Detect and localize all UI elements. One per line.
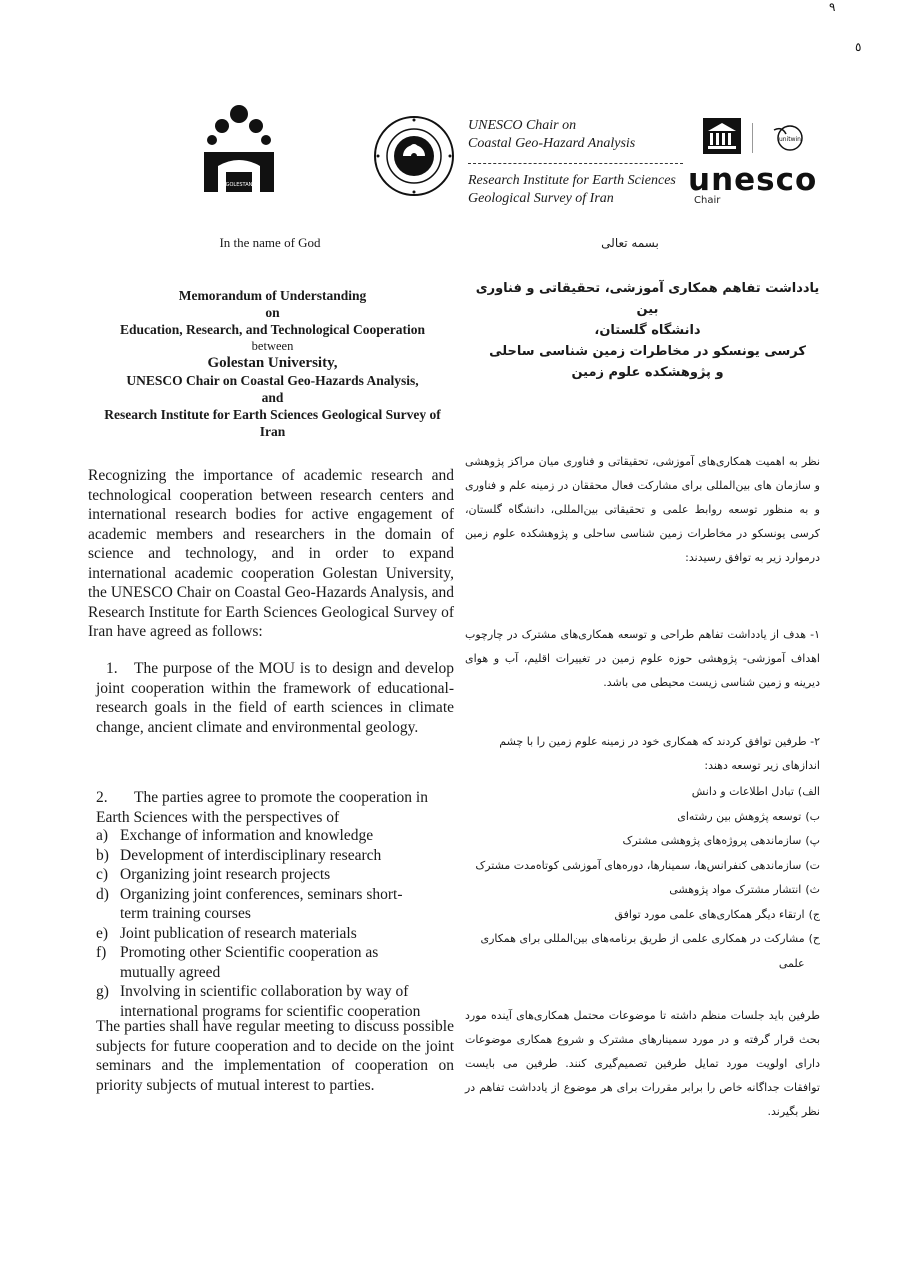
list-item [96,826,456,846]
persian-closing-paragraph: طرفین باید جلسات منظم داشته تا موضوعات محتمل همکاری‌های آینده مورد بحث قرار گرفته و در مورد سمینارهای مشترک و شروع همکاری موضوعات دارای اولویت مورد تمایل طرفین تصمیم‌گیری کنند. طرفین می بایست توافقات جداگانه خاص را برابر مقررات برای هر موضوع از یادداشت تفاهم در نظر بگیرند. [465,1009,820,1118]
list-item [96,865,456,885]
persian-title-line-1: یادداشت تفاهم همکاری آموزشی، تحقیقاتی و فناوری [475,281,820,296]
list-letter: الف) [797,785,820,798]
persian-intro-paragraph: نظر به اهمیت همکاری‌های آموزشی، تحقیقاتی و فناوری میان مراکز پژوهشی و سازمان های بین‌المللی برای مشارکت فعال محققان در زمینه علم و فناوری و به منظور توسعه روابط علمی و تحقیقاتی بین‌المللی، دانشگاه گلستان، کرسی یونسکو در مخاطرات زمین شناسی ساحلی و پژوهشکده علوم زمین درموارد زیر به توافق رسیدند: [465,455,820,564]
list-letter: e) [96,924,109,942]
english-intro-paragraph: Recognizing the importance of academic research and technological cooperation between research centers and international research bodies for active engagement of academic members and researchers in the domain of science and technology, and in order to expand international academic cooperation Golestan University, the UNESCO Chair on Coastal Geo-Hazards Analysis, and Research Institute for Earth Sciences Geological Survey of Iran have agreed as follows: [88,467,454,640]
list-letter: ث) [805,883,820,896]
list-item [96,924,456,944]
institute-line-2: Geological Survey of Iran [468,191,614,206]
list-text: Organizing joint conferences, seminars short-term training courses [120,885,403,922]
list-text: Development of interdisciplinary research [120,846,382,864]
list-letter: g) [96,983,109,1000]
corner-mark-top: ٩ [829,0,836,14]
list-letter: ت) [805,858,820,872]
english-item-2 [96,788,454,827]
list-text: تبادل اطلاعات و دانش [691,785,794,798]
unesco-temple-icon [702,117,742,155]
persian-title-line-4: کرسی یونسکو در مخاطرات زمین شناسی ساحلی [489,344,806,359]
svg-text:unitwin: unitwin [778,136,802,143]
list-letter: d) [96,885,109,903]
english-title-party-2: UNESCO Chair on Coastal Geo-Hazards Analysis, [126,373,419,388]
list-text: توسعه پژوهش بین رشته‌ای [677,809,802,823]
persian-title-line-5: و پژوهشکده علوم زمین [571,365,724,380]
university-logo-text: GOLESTAN [225,182,253,188]
list-item [465,805,820,830]
list-item [465,878,820,903]
list-text: انتشار مشترک مواد پژوهشی [669,883,802,896]
list-text: Exchange of information and knowledge [120,827,374,844]
persian-item-1-number: ۱- [810,628,820,641]
list-item [465,903,820,928]
research-institute-seal [373,115,455,197]
list-text: Promoting other Scientific cooperation as mutually agreed [120,944,379,981]
list-letter: b) [96,846,109,864]
persian-perspectives-list [465,780,820,976]
unesco-chair-heading [468,117,688,208]
list-text: Joint publication of research materials [120,924,357,942]
english-item-2-number: 2. [96,789,108,806]
institute-line-1: Research Institute for Earth Sciences [468,173,676,188]
list-item [465,829,820,854]
list-text: سازماندهی کنفرانس‌ها، سمینارها، دوره‌های آموزشی کوتاه‌مدت مشترک [475,858,802,872]
list-item [96,943,456,982]
english-title-block [90,287,455,440]
persian-item-2-text: طرفین توافق کردند که همکاری خود در زمینه علوم زمین را با چشم اندازهای زیر توسعه دهند: [499,735,820,772]
english-item-2-text: The parties agree to promote the cooperation in Earth Sciences with the perspectives of [96,789,428,826]
english-perspectives-list [96,826,456,1021]
dashed-separator [468,163,683,164]
english-title-line-2: on [265,305,280,320]
list-item [96,846,456,866]
persian-invocation: بسمه تعالی [601,236,659,250]
english-title-party-1: Golestan University, [207,355,338,371]
persian-title-block [470,278,825,383]
list-letter: c) [96,866,109,883]
unesco-divider [752,123,753,153]
english-title-line-1: Memorandum of Understanding [178,288,367,303]
persian-title-line-2: بین [636,302,659,317]
english-title-line-3: Education, Research, and Technological Cooperation [119,322,426,337]
list-letter: a) [96,827,109,844]
english-closing-paragraph: The parties shall have regular meeting to discuss possible subjects for future cooperation and to decide on the joint seminars and the implementation of cooperation on priority subjects of mutual interest to parties. [96,1018,454,1094]
golestan-university-logo [200,100,278,200]
english-item-1 [96,659,454,737]
persian-item-2 [465,730,820,778]
list-text: مشارکت در همکاری علمی از طریق برنامه‌های بین‌المللی برای همکاری علمی [480,932,805,970]
unitwin-icon [768,120,808,156]
list-item [465,780,820,805]
list-letter: f) [96,944,107,961]
list-item [96,885,456,924]
list-item [465,854,820,879]
english-item-1-text: The purpose of the MOU is to design and develop joint cooperation within the framework of educational-research goals in the field of earth sciences in climate change, ancient climate and environmental geology. [96,660,454,736]
list-letter: پ) [805,834,820,847]
list-text: Organizing joint research projects [120,866,331,883]
persian-title-line-3: دانشگاه گلستان، [594,323,701,338]
list-item [465,927,820,976]
list-item [96,982,456,1021]
chair-line-1: UNESCO Chair on [468,118,577,133]
list-letter: ب) [805,809,820,823]
persian-item-1 [465,623,820,695]
english-item-1-number: 1. [106,660,118,677]
list-text: سازماندهی پروژه‌های پژوهشی مشترک [622,834,802,847]
list-text: Involving in scientific collaboration by way of international programs for scientific cooperation [120,983,421,1020]
corner-mark-side: ٥ [855,40,862,54]
unesco-chair-label: Chair [694,195,721,206]
list-letter: ج) [808,907,820,921]
chair-line-2: Coastal Geo-Hazard Analysis [468,136,636,151]
english-title-between: between [251,339,294,353]
persian-item-1-text: هدف از یادداشت تفاهم طراحی و توسعه همکاری‌های مشترک در چارچوب اهداف آموزشی- پژوهشی حوزه علوم زمین در تغییرات اقلیم، آب و هوای دیرینه و زمین شناسی زیست محیطی می باشد. [465,628,820,689]
english-title-and: and [261,390,284,405]
english-invocation: In the name of God [219,235,321,250]
persian-item-2-number: ۲- [810,735,820,748]
english-title-party-3: Research Institute for Earth Sciences Geological Survey of Iran [104,407,441,439]
list-text: ارتقاء دیگر همکاری‌های علمی مورد توافق [614,907,805,921]
unesco-wordmark: unesco [688,162,818,198]
list-letter: ح) [808,932,820,945]
